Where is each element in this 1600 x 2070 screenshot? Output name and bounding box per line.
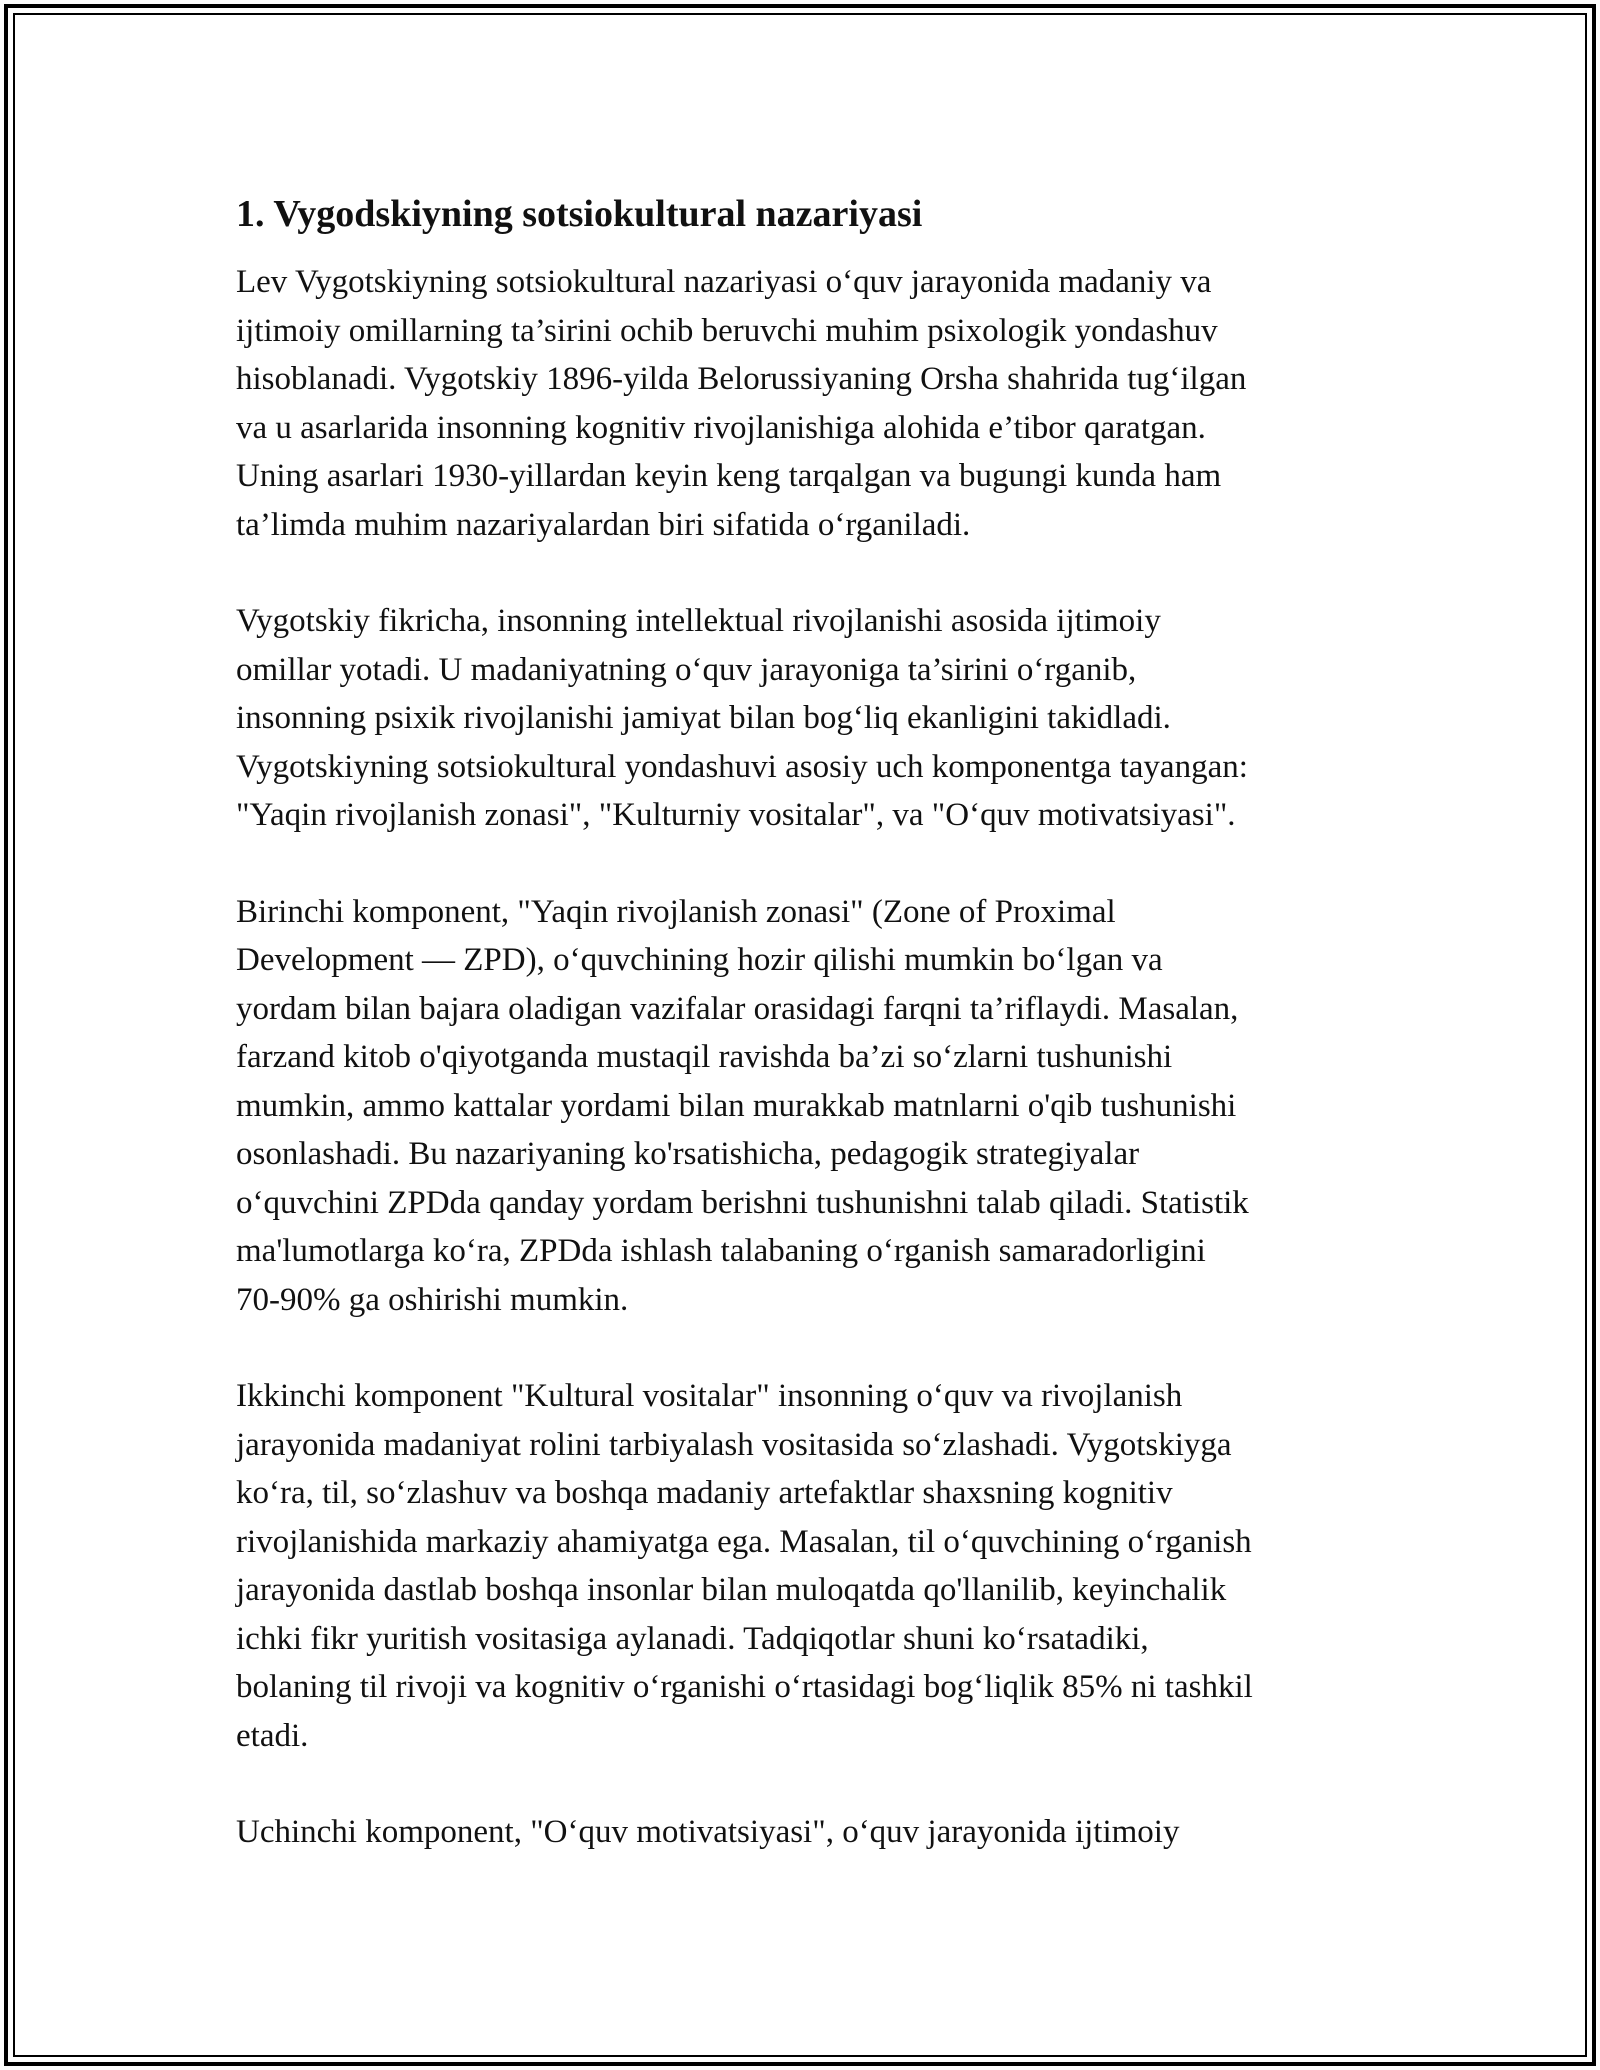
text-line: o‘quvchini ZPDda qanday yordam berishni tushunishni talab qiladi. Statistik <box>236 1184 1249 1221</box>
text-line: jarayonida madaniyat rolini tarbiyalash vositasida so‘zlashadi. Vygotskiyga <box>236 1426 1232 1463</box>
text-line: ta’limda muhim nazariyalardan biri sifatida o‘rganiladi. <box>236 506 971 543</box>
text-line: ko‘ra, til, so‘zlashuv va boshqa madaniy artefaktlar shaxsning kognitiv <box>236 1475 1173 1511</box>
paragraph <box>236 1808 1376 1857</box>
document-content <box>236 190 1376 1905</box>
text-line: Lev Vygotskiyning sotsiokultural nazariyasi o‘quv jarayonida madaniy va <box>236 264 1212 300</box>
text-line: etadi. <box>236 1717 309 1754</box>
text-line: Uchinchi komponent, "O‘quv motivatsiyasi", o‘quv jarayonida ijtimoiy <box>236 1814 1180 1850</box>
text-line: osonlashadi. Bu nazariyaning ko'rsatishicha, pedagogik strategiyalar <box>236 1136 1140 1172</box>
text-line: omillar yotadi. U madaniyatning o‘quv jarayoniga ta’sirini o‘rganib, <box>236 651 1137 688</box>
text-line: insonning psixik rivojlanishi jamiyat bilan bog‘liq ekanligini takidladi. <box>236 700 1171 736</box>
text-line: rivojlanishida markaziy ahamiyatga ega. Masalan, til o‘quvchining o‘rganish <box>236 1523 1252 1560</box>
paragraph <box>236 888 1376 1325</box>
text-line: yordam bilan bajara oladigan vazifalar orasidagi farqni ta’riflaydi. Masalan, <box>236 990 1239 1027</box>
text-line: Vygotskiy fikricha, insonning intellektual rivojlanishi asosida ijtimoiy <box>236 603 1161 639</box>
text-line: mumkin, ammo kattalar yordami bilan murakkab matnlarni o'qib tushunishi <box>236 1087 1237 1124</box>
text-line: bolaning til rivoji va kognitiv o‘rganishi o‘rtasidagi bog‘liqlik 85% ni tashkil <box>236 1669 1253 1705</box>
paragraph-list <box>236 258 1376 1857</box>
text-line: va u asarlarida insonning kognitiv rivojlanishiga alohida e’tibor qaratgan. <box>236 409 1206 446</box>
paragraph <box>236 1372 1376 1760</box>
paragraph <box>236 258 1376 549</box>
text-line: Ikkinchi komponent "Kultural vositalar" insonning o‘quv va rivojlanish <box>236 1378 1183 1414</box>
text-line: ichki fikr yuritish vositasiga aylanadi. Tadqiqotlar shuni ko‘rsatadiki, <box>236 1620 1149 1657</box>
text-line: Birinchi komponent, "Yaqin rivojlanish zonasi" (Zone of Proximal <box>236 893 1116 930</box>
text-line: Development — ZPD), o‘quvchining hozir qilishi mumkin bo‘lgan va <box>236 942 1163 978</box>
text-line: farzand kitob o'qiyotganda mustaqil ravishda ba’zi so‘zlarni tushunishi <box>236 1039 1173 1075</box>
text-line: "Yaqin rivojlanish zonasi", "Kulturniy vositalar", va "O‘quv motivatsiyasi". <box>236 797 1236 833</box>
text-line: ma'lumotlarga ko‘ra, ZPDda ishlash talabaning o‘rganish samaradorligini <box>236 1233 1206 1269</box>
text-line: 70-90% ga oshirishi mumkin. <box>236 1281 629 1318</box>
text-line: hisoblanadi. Vygotskiy 1896-yilda Belorussiyaning Orsha shahrida tug‘ilgan <box>236 361 1247 397</box>
paragraph <box>236 597 1376 840</box>
text-line: ijtimoiy omillarning ta’sirini ochib beruvchi muhim psixologik yondashuv <box>236 312 1218 349</box>
text-line: Uning asarlari 1930-yillardan keyin keng tarqalgan va bugungi kunda ham <box>236 458 1222 494</box>
text-line: Vygotskiyning sotsiokultural yondashuvi asosiy uch komponentga tayangan: <box>236 748 1248 785</box>
text-line: jarayonida dastlab boshqa insonlar bilan muloqatda qo'llanilib, keyinchalik <box>236 1572 1227 1608</box>
section-heading: 1. Vygodskiyning sotsiokultural nazariyasi <box>236 193 923 235</box>
